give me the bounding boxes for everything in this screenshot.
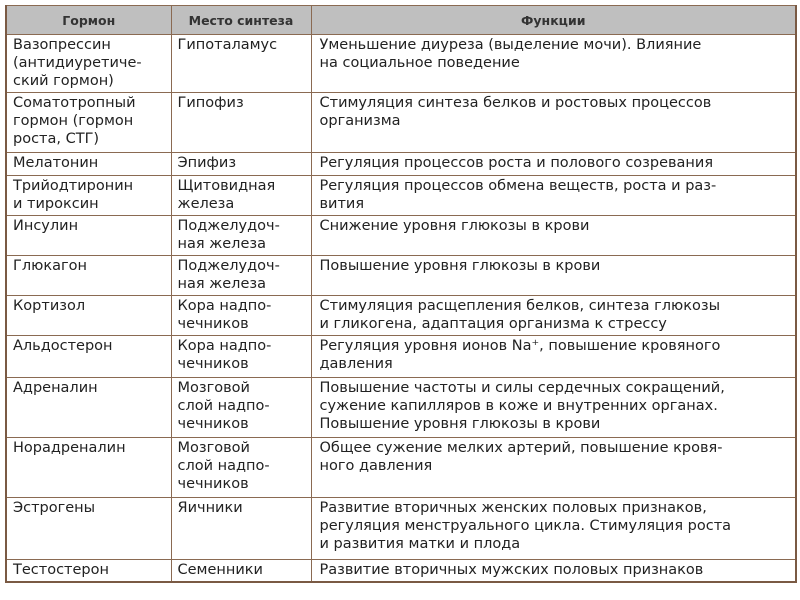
cell-hormone: Эстрогены [6, 498, 171, 560]
header-functions: Функции [311, 6, 796, 35]
header-hormone: Гормон [6, 6, 171, 35]
table-row [6, 176, 796, 216]
table-row [6, 93, 796, 153]
table-row [6, 256, 796, 296]
cell-site: Гипоталамус [171, 35, 311, 93]
cell-hormone: Мелатонин [6, 153, 171, 176]
cell-site: Яичники [171, 498, 311, 560]
cell-function: Развитие вторичных мужских половых признаков [311, 560, 796, 582]
hormone-table-wrapper [5, 5, 795, 583]
table-row [6, 378, 796, 438]
cell-site: Щитовидная железа [171, 176, 311, 216]
cell-site: Мозговой слой надпо- чечников [171, 378, 311, 438]
cell-site: Эпифиз [171, 153, 311, 176]
table-row [6, 35, 796, 93]
hormone-table [5, 5, 797, 583]
table-row [6, 296, 796, 336]
cell-hormone: Инсулин [6, 216, 171, 256]
cell-site: Семенники [171, 560, 311, 582]
cell-function: Регуляция процессов роста и полового созревания [311, 153, 796, 176]
table-row [6, 560, 796, 582]
table-header [6, 6, 796, 35]
cell-hormone: Глюкагон [6, 256, 171, 296]
cell-hormone: Трийодтиронин и тироксин [6, 176, 171, 216]
cell-hormone: Тестостерон [6, 560, 171, 582]
cell-function: Снижение уровня глюкозы в крови [311, 216, 796, 256]
cell-function: Регуляция процессов обмена веществ, роста и раз- вития [311, 176, 796, 216]
cell-site: Гипофиз [171, 93, 311, 153]
cell-hormone: Адреналин [6, 378, 171, 438]
cell-function: Уменьшение диуреза (выделение мочи). Влияние на социальное поведение [311, 35, 796, 93]
cell-function: Повышение частоты и силы сердечных сокращений, сужение капилляров в коже и внутренних органах. Повышение уровня глюкозы в крови [311, 378, 796, 438]
cell-site: Кора надпо- чечников [171, 336, 311, 378]
cell-function: Общее сужение мелких артерий, повышение кровя- ного давления [311, 438, 796, 498]
cell-site: Поджелудоч- ная железа [171, 256, 311, 296]
table-row [6, 498, 796, 560]
header-site: Место синтеза [171, 6, 311, 35]
cell-hormone: Соматотропный гормон (гормон роста, СТГ) [6, 93, 171, 153]
cell-function: Регуляция уровня ионов Na⁺, повышение кровяного давления [311, 336, 796, 378]
cell-function: Стимуляция синтеза белков и ростовых процессов организма [311, 93, 796, 153]
cell-hormone: Норадреналин [6, 438, 171, 498]
cell-hormone: Вазопрессин (антидиуретиче- ский гормон) [6, 35, 171, 93]
cell-site: Поджелудоч- ная железа [171, 216, 311, 256]
table-row [6, 438, 796, 498]
table-row [6, 216, 796, 256]
cell-function: Стимуляция расщепления белков, синтеза глюкозы и гликогена, адаптация организма к стрессу [311, 296, 796, 336]
table-body [6, 35, 796, 582]
cell-site: Кора надпо- чечников [171, 296, 311, 336]
header-row [6, 6, 796, 35]
cell-hormone: Кортизол [6, 296, 171, 336]
cell-function: Развитие вторичных женских половых признаков, регуляция менструального цикла. Стимуляция роста и развития матки и плода [311, 498, 796, 560]
cell-function: Повышение уровня глюкозы в крови [311, 256, 796, 296]
cell-hormone: Альдостерон [6, 336, 171, 378]
table-row [6, 153, 796, 176]
table-row [6, 336, 796, 378]
cell-site: Мозговой слой надпо- чечников [171, 438, 311, 498]
